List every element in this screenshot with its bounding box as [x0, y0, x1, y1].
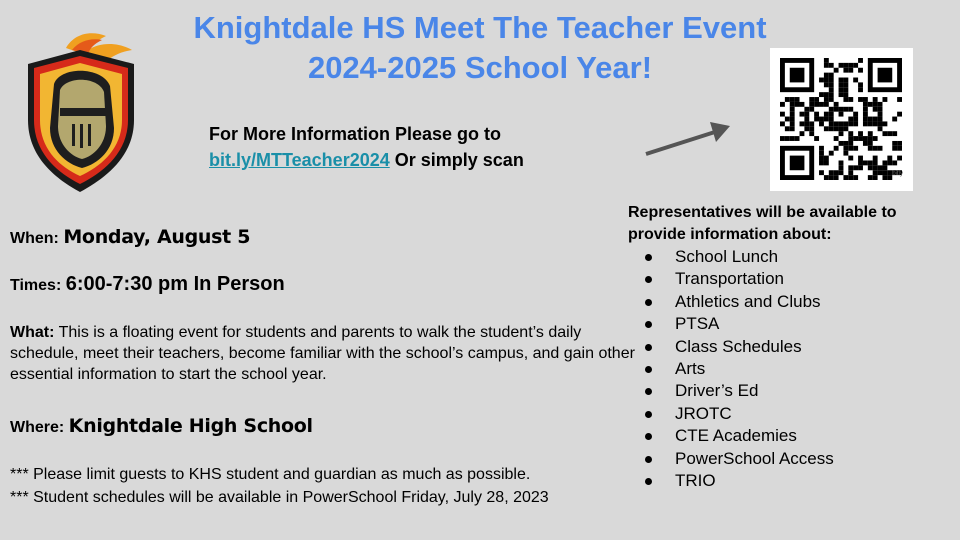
when-label: When: — [10, 230, 64, 247]
representatives-list — [628, 246, 958, 492]
info-scan-text: Or simply scan — [389, 150, 524, 170]
more-info-text — [209, 121, 524, 173]
list-item: PTSA — [628, 313, 958, 335]
knight-helmet-shield-icon — [20, 28, 142, 194]
info-link[interactable]: bit.ly/MTTeacher2024 — [209, 150, 390, 170]
list-item: PowerSchool Access — [628, 448, 958, 470]
arrow-right-icon — [640, 118, 740, 162]
list-item: Driver’s Ed — [628, 380, 958, 402]
list-item: Arts — [628, 358, 958, 380]
title-line-1: Knightdale HS Meet The Teacher Event — [193, 10, 767, 45]
times-value: 6:00-7:30 pm In Person — [65, 273, 285, 295]
list-item: CTE Academies — [628, 425, 958, 447]
when-value: Monday, August 5 — [63, 226, 251, 248]
when-row — [10, 226, 650, 248]
list-item: Class Schedules — [628, 336, 958, 358]
qr-code-icon — [780, 58, 902, 180]
where-row — [10, 415, 650, 437]
what-text: This is a floating event for students and parents to walk the student’s daily schedule, meet their teachers, become familiar with the school’s campus, and gain other essential information to start the school year. — [10, 324, 635, 383]
list-item: TRIO — [628, 470, 958, 492]
qr-brand-tag: bitly — [892, 171, 903, 177]
times-label: Times: — [10, 277, 66, 294]
what-row — [10, 322, 650, 385]
list-item: JROTC — [628, 403, 958, 425]
what-label: What: — [10, 324, 55, 341]
title-line-2: 2024-2025 School Year! — [307, 50, 653, 85]
qr-code[interactable] — [770, 48, 913, 191]
representatives-title: Representatives will be available to provide information about: — [628, 204, 897, 243]
note-1: *** Please limit guests to KHS student and guardian as much as possible. — [10, 466, 531, 483]
list-item: School Lunch — [628, 246, 958, 268]
note-2: *** Student schedules will be available in PowerSchool Friday, July 28, 2023 — [10, 489, 549, 506]
times-row — [10, 273, 650, 296]
where-label: Where: — [10, 419, 69, 436]
list-item: Athletics and Clubs — [628, 291, 958, 313]
more-info-line-2 — [209, 147, 524, 173]
more-info-line-1: For More Information Please go to — [209, 124, 502, 144]
list-item: Transportation — [628, 268, 958, 290]
representatives-section — [628, 202, 958, 492]
notes — [10, 463, 650, 509]
where-value: Knightdale High School — [68, 415, 313, 437]
